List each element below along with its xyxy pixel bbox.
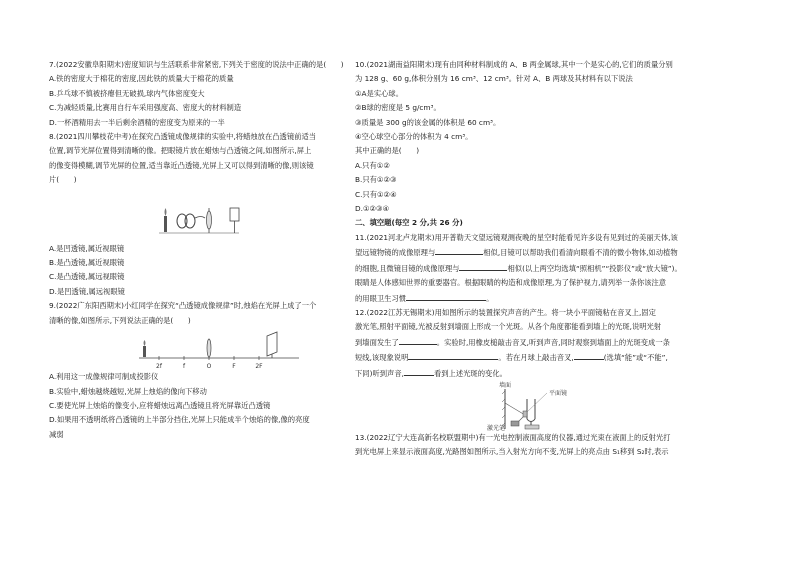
- q11-line: 的用眼卫生习惯 。: [355, 291, 700, 306]
- q10-option-d: D.①②③④: [355, 204, 390, 214]
- q13-line: 到光电屏上来显示液面高度,光路图如图所示,当入射光方向不变,光屏上的亮点由 S₁移到 S₂时,表示: [355, 447, 669, 457]
- q7-stem: 7.(2022安徽阜阳期末)密度知识与生活联系非常紧密,下列关于密度的说法中正确的是( ): [49, 60, 344, 69]
- q8-option-d: D.是凹透镜,属远视眼镜: [49, 286, 125, 296]
- optical-bench-diagram: [49, 328, 344, 370]
- question-10: [355, 58, 700, 216]
- q10-statement-4: ④空心球空心部分的体积为 4 cm³。: [355, 132, 473, 142]
- q11-blank-3[interactable]: [406, 291, 486, 301]
- tuning-fork-laser-diagram: [355, 381, 700, 431]
- label-plane-mirror: 平面镜: [549, 389, 568, 397]
- q9-option-a: A.利用这一成像规律可制成投影仪: [49, 372, 159, 382]
- q10-stem-line: 10.(2021湖南益阳期末)现有由同种材料制成的 A、B 两金属球,其中一个是实心的,它们的质量分别: [355, 60, 673, 69]
- q12-line: [355, 335, 700, 350]
- question-11: [355, 231, 700, 306]
- candle-lens-screen-diagram: [49, 188, 344, 242]
- q10-stem-line: 为 128 g、60 g,体积分别为 16 cm³、12 cm³。针对 A、B 两球及其材料有以下说法: [355, 74, 633, 84]
- section-heading-fill-in: 二、填空题(每空 2 分,共 26 分): [355, 218, 463, 228]
- label-laser-pen: 激光笔: [486, 424, 505, 431]
- question-12: [355, 306, 700, 431]
- q11-line: 眼睛是人体感知世界的重要器官。根据眼睛的构造和成像原理,为了保护视力,请列举一条你该注意: [355, 278, 667, 288]
- q7-option-d: D.一杯酒精用去一半后剩余酒精的密度变为原来的一半: [49, 117, 225, 127]
- q11-blank-2[interactable]: [459, 261, 507, 271]
- q9-option-d: D.如果用不透明纸将凸透镜的上半部分挡住,光屏上只能成半个烛焰的像,像的亮度: [49, 415, 310, 425]
- q10-statement-3: ③质量是 300 g的该金属的体积是 60 cm³。: [355, 117, 501, 127]
- q7-option-c: C.为减轻质量,比赛用自行车采用强度高、密度大的材料制造: [49, 103, 242, 113]
- question-8: [49, 130, 344, 299]
- q10-statement-1: ①A是实心球。: [355, 88, 404, 98]
- q11-line: 11.(2021河北卢龙期末)用开普勒天文望远镜观测夜晚的星空时能看见许多设有见到过的美丽天体,该: [355, 232, 678, 242]
- q11-blank-1[interactable]: [435, 245, 483, 255]
- q12-line: [355, 350, 700, 365]
- q12-blank-1[interactable]: [399, 335, 437, 345]
- q11-line: [355, 245, 700, 260]
- q12-text: 看到上述光斑的变化。: [433, 368, 507, 378]
- q12-text: 到墙面发生了: [355, 337, 399, 347]
- left-column: [49, 58, 344, 442]
- q12-line: [355, 366, 700, 381]
- q9-option-d-cont: 减弱: [49, 429, 64, 439]
- q7-option-a: A.铁的密度大于棉花的密度,因此铁的质量大于棉花的质量: [49, 74, 234, 84]
- q9-figure: [49, 328, 344, 370]
- q12-line: 12.(2022江苏无锡期末)用如图所示的装置探究声音的产生。将一块小平面镜粘在音叉上,固定: [355, 307, 656, 317]
- q11-text: 相似(以上两空均选填“照相机”“投影仪”或“放大镜”)。: [507, 263, 682, 273]
- q8-stem-line: 的像变得模糊,调节光屏的位置,适当靠近凸透镜,光屏上又可以得到清晰的像,则该镜: [49, 160, 314, 170]
- q9-option-c: C.要使光屏上烛焰的像变小,应将蜡烛远离凸透镜且将光屏靠近凸透镜: [49, 400, 271, 410]
- q12-blank-2[interactable]: [408, 350, 498, 360]
- q11-text: 望远镜物镜的成像原理与: [355, 248, 436, 258]
- q13-line: 13.(2022辽宁大连高新名校联盟期中)有一光电控制液面高度的仪器,通过光束在液面上的反射光打: [355, 432, 671, 442]
- q9-stem-line: 清晰的像,如图所示,下列说法正确的是( ): [49, 315, 191, 325]
- label-2f: 2f: [156, 363, 162, 371]
- question-9: [49, 299, 344, 442]
- q10-question: 其中正确的是( ): [355, 146, 420, 156]
- q7-option-b: B.乒乓球不慎被挤瘪但无破损,球内气体密度变大: [49, 88, 205, 98]
- q9-stem-line: 9.(2022广东阳西期末)小红同学在探究“凸透镜成像规律”时,烛焰在光屏上成了一个: [49, 301, 317, 311]
- q9-option-b: B.实验中,蜡烛越烧越短,光屏上烛焰的像向下移动: [49, 386, 207, 396]
- q12-figure: [355, 381, 700, 431]
- q10-option-b: B.只有①②③: [355, 175, 397, 185]
- q10-option-a: A.只有①②: [355, 160, 390, 170]
- q11-text: 的用眼卫生习惯: [355, 293, 407, 303]
- label-o: O: [206, 363, 212, 371]
- q11-text: 的细胞,且微镜目镜的成像原理与: [355, 263, 460, 273]
- label-F: F: [232, 363, 236, 371]
- question-7: [49, 58, 344, 130]
- q12-text: 下同)听到声音,: [355, 368, 404, 378]
- q12-text: 。实验时,用橡皮槌敲击音叉,听到声音,同时观察到墙面上的光斑变成一条: [436, 337, 670, 347]
- label-wall: 墙面: [498, 381, 512, 389]
- q12-text: 。若在月球上敲击音叉,: [498, 353, 574, 363]
- label-f: f: [182, 363, 186, 371]
- q8-option-b: B.是凸透镜,属近视眼镜: [49, 258, 125, 268]
- q8-option-c: C.是凸透镜,属远视眼镜: [49, 272, 125, 282]
- q12-blank-3[interactable]: [574, 350, 604, 360]
- q12-text: (选填“能”或“不能”,: [603, 353, 668, 363]
- q10-statement-2: ②B球的密度是 5 g/cm³。: [355, 103, 441, 113]
- q12-text: 短线,该现象说明: [355, 353, 409, 363]
- q8-option-a: A.是凹透镜,属近视眼镜: [49, 243, 125, 253]
- q8-stem-line: 8.(2021四川攀枝花中考)在探究凸透镜成像规律的实验中,将蜡烛放在凸透镜前适当: [49, 132, 317, 142]
- right-column: [355, 58, 700, 460]
- q8-figure: [49, 188, 344, 242]
- q10-option-c: C.只有①②④: [355, 189, 397, 199]
- question-13: [355, 431, 700, 460]
- q8-stem-line: 位置,调节光屏位置得到清晰的像。把眼镜片放在蜡烛与凸透镜之间,如图所示,屏上: [49, 146, 312, 156]
- q11-line: [355, 261, 700, 276]
- q11-text: 相似,目镜可以帮助我们看清向眼看不清的微小物体,如动植物: [483, 248, 678, 258]
- label-2F: 2F: [255, 363, 263, 371]
- q8-stem-line: 片( ): [49, 175, 77, 185]
- q12-blank-4[interactable]: [404, 366, 434, 376]
- q12-line: 激光笔,照射平面镜,光被反射到墙面上形成一个光斑。从各个角度都能看到墙上的光斑,说明光射: [355, 322, 662, 332]
